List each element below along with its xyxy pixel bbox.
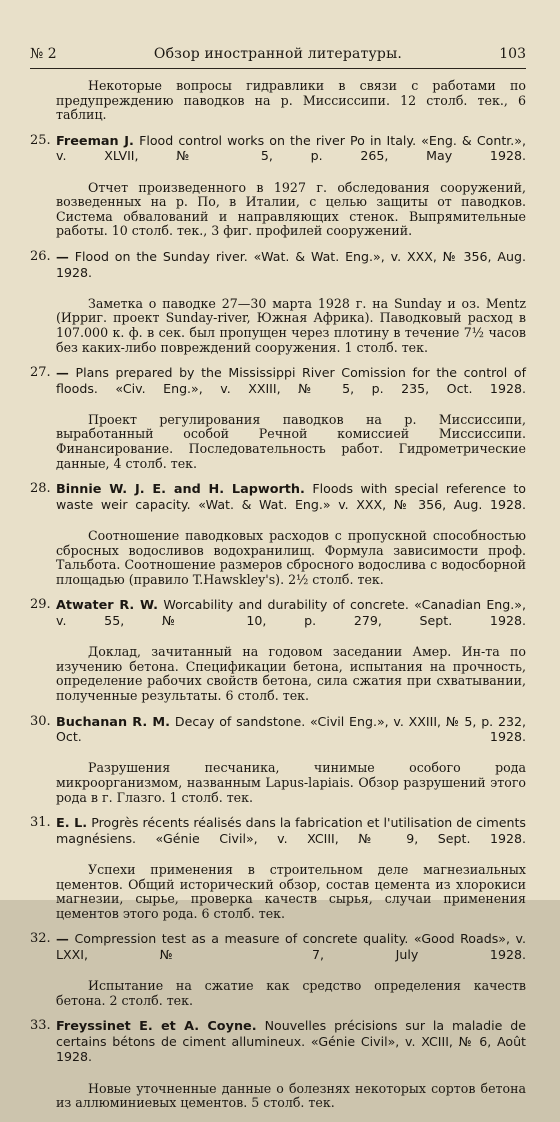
list-item-29 [30,598,526,703]
entry-number: 28. [30,481,51,497]
list-item-28 [30,482,526,587]
entry-reference: Floods with special reference to waste weir capacity. «Wat. & Wat. Eng.» v. XXX, № 356, Aug. 1928. [56,481,526,512]
entry-author: — [56,932,69,948]
list-item-27 [30,366,526,471]
entry-reference: Flood on the Sunday river. «Wat. & Wat. Eng.», v. XXX, № 356, Aug. 1928. [56,248,526,280]
entry-description: Испытание на сжатие как средство определения качеств бетона. 2 столб. тек. [56,978,526,1008]
list-item-continued [30,79,526,123]
entry-description: Соотношение паводковых расходов с пропускной способностью сбросных водосливов водохранилищ. Формула зависимости проф. Тальбота. Соотношение размеров сбросного водослива с водосборной площадью (правило T.Hawskley's). 2½ столб. тек. [56,528,526,587]
entry-description: Разрушения песчаника, чинимые особого рода микроорганизмом, названным Lapus-lapiais. Обзор разрушений этого рода в г. Глазго. 1 столб. тек. [56,760,526,805]
entry-citation [56,1019,526,1080]
entry-author: E. L. [56,816,88,832]
entry-description: Заметка о паводке 27—30 марта 1928 г. на Sunday и оз. Mentz (Ирриг. проект Sunday-river, Южная Африка). Паводковый расход в 107.000 к. ф. в сек. был пропущен через плотину в течение 7½ часов без каких-либо повреждений сооружения. 1 столб. тек. [56,295,526,355]
entry-description: Отчет произведенного в 1927 г. обследования сооружений, возведенных на р. По, в Италии, с целью защиты от паводков. Система обвалований и направляющих стенок. Выпрямительные работы. 10 столб. тек., 3 фиг. профилей сооружений. [56,179,526,239]
section-title: Обзор иностранной литературы. [153,45,403,62]
page-number: 103 [499,45,526,62]
entry-author: — [56,366,69,382]
entry-author: Buchanan R. M. [56,714,171,730]
entry-reference: Decay of sandstone. «Civil Eng.», v. XXIII, № 5, p. 232, Oct. 1928. [56,713,526,745]
entry-description: Некоторые вопросы гидравлики в связи с работами по предупреждению паводков на р. Миссиссипи. 12 столб. тек., 6 таблиц. [56,78,526,123]
list-item-26 [30,250,526,355]
entry-citation [56,598,526,644]
entry-number: 25. [30,132,51,148]
entry-citation [56,482,526,528]
entry-number: 26. [30,248,51,264]
list-item-30 [30,715,526,806]
entry-description: Новые уточненные данные о болезнях некоторых сортов бетона из аллюминиевых цементов. 5 столб. тек. [56,1080,526,1111]
entry-citation [56,366,526,412]
list-item-32 [30,932,526,1008]
entry-reference: Progrès récents réalisés dans la fabrication et l'utilisation de ciments magnésiens. «Génie Civil», v. XCIII, № 9, Sept. 1928. [56,815,526,846]
entry-author: Freeman J. [56,133,134,149]
entry-reference: Compression test as a measure of concrete quality. «Good Roads», v. LXXI, № 7, July 1928. [56,931,526,962]
issue-number: № 2 [30,45,57,62]
list-item-25 [30,134,526,239]
entry-description: Успехи применения в строительном деле магнезиальных цементов. Общий исторический обзор, состав цемента из хлорокиси магнезии, сырье, проверка качеств сырья, случаи применения цементов этого рода. 6 столб. тек. [56,861,526,921]
running-header [30,40,526,69]
entry-description: Доклад, зачитанный на годовом заседании Амер. Ин-та по изучению бетона. Спецификации бетона, испытания на прочность, определение рабочих свойств бетона, сила сжатия при схватывании, полученные результаты. 6 столб. тек. [56,644,526,703]
entry-citation [56,715,526,761]
entry-reference: Worcability and durability of concrete. «Canadian Eng.», v. 55, № 10, p. 279, Sept. 1928. [56,597,526,628]
entry-author: — [56,249,69,265]
entry-number: 33. [30,1018,51,1034]
entry-number: 29. [30,597,51,613]
entry-reference: Plans prepared by the Mississippi River Comission for the control of floods. «Civ. Eng.», v. XXIII, № 5, p. 235, Oct. 1928. [56,365,526,396]
entry-author: Binnie W. J. E. and H. Lapworth. [56,482,305,498]
entry-number: 32. [30,931,51,947]
entry-citation [56,134,526,180]
entry-author: Atwater R. W. [56,598,158,614]
list-item-33 [30,1019,526,1111]
entry-description: Проект регулирования паводков на р. Миссиссипи, выработанный особой Речной комиссией Миссиссипи. Финансирование. Последовательность работ. Гидрометрические данные, 4 столб. тек. [56,411,526,471]
entry-number: 31. [30,815,51,831]
entry-citation [56,932,526,978]
entry-number: 30. [30,713,51,729]
entry-citation [56,250,526,296]
bibliography-list [30,78,526,1122]
entry-citation [56,816,526,862]
list-item-31 [30,816,526,921]
entry-number: 27. [30,365,51,381]
entry-author: Freyssinet E. et A. Coyne. [56,1019,257,1035]
entry-reference: Nouvelles précisions sur la maladie de certains bétons de ciment allumineux. «Génie Civil», v. XCIII, № 6, Août 1928. [56,1018,526,1065]
entry-reference: Flood control works on the river Po in Italy. «Eng. & Contr.», v. XLVII, № 5, p. 265, May 1928. [56,132,527,164]
